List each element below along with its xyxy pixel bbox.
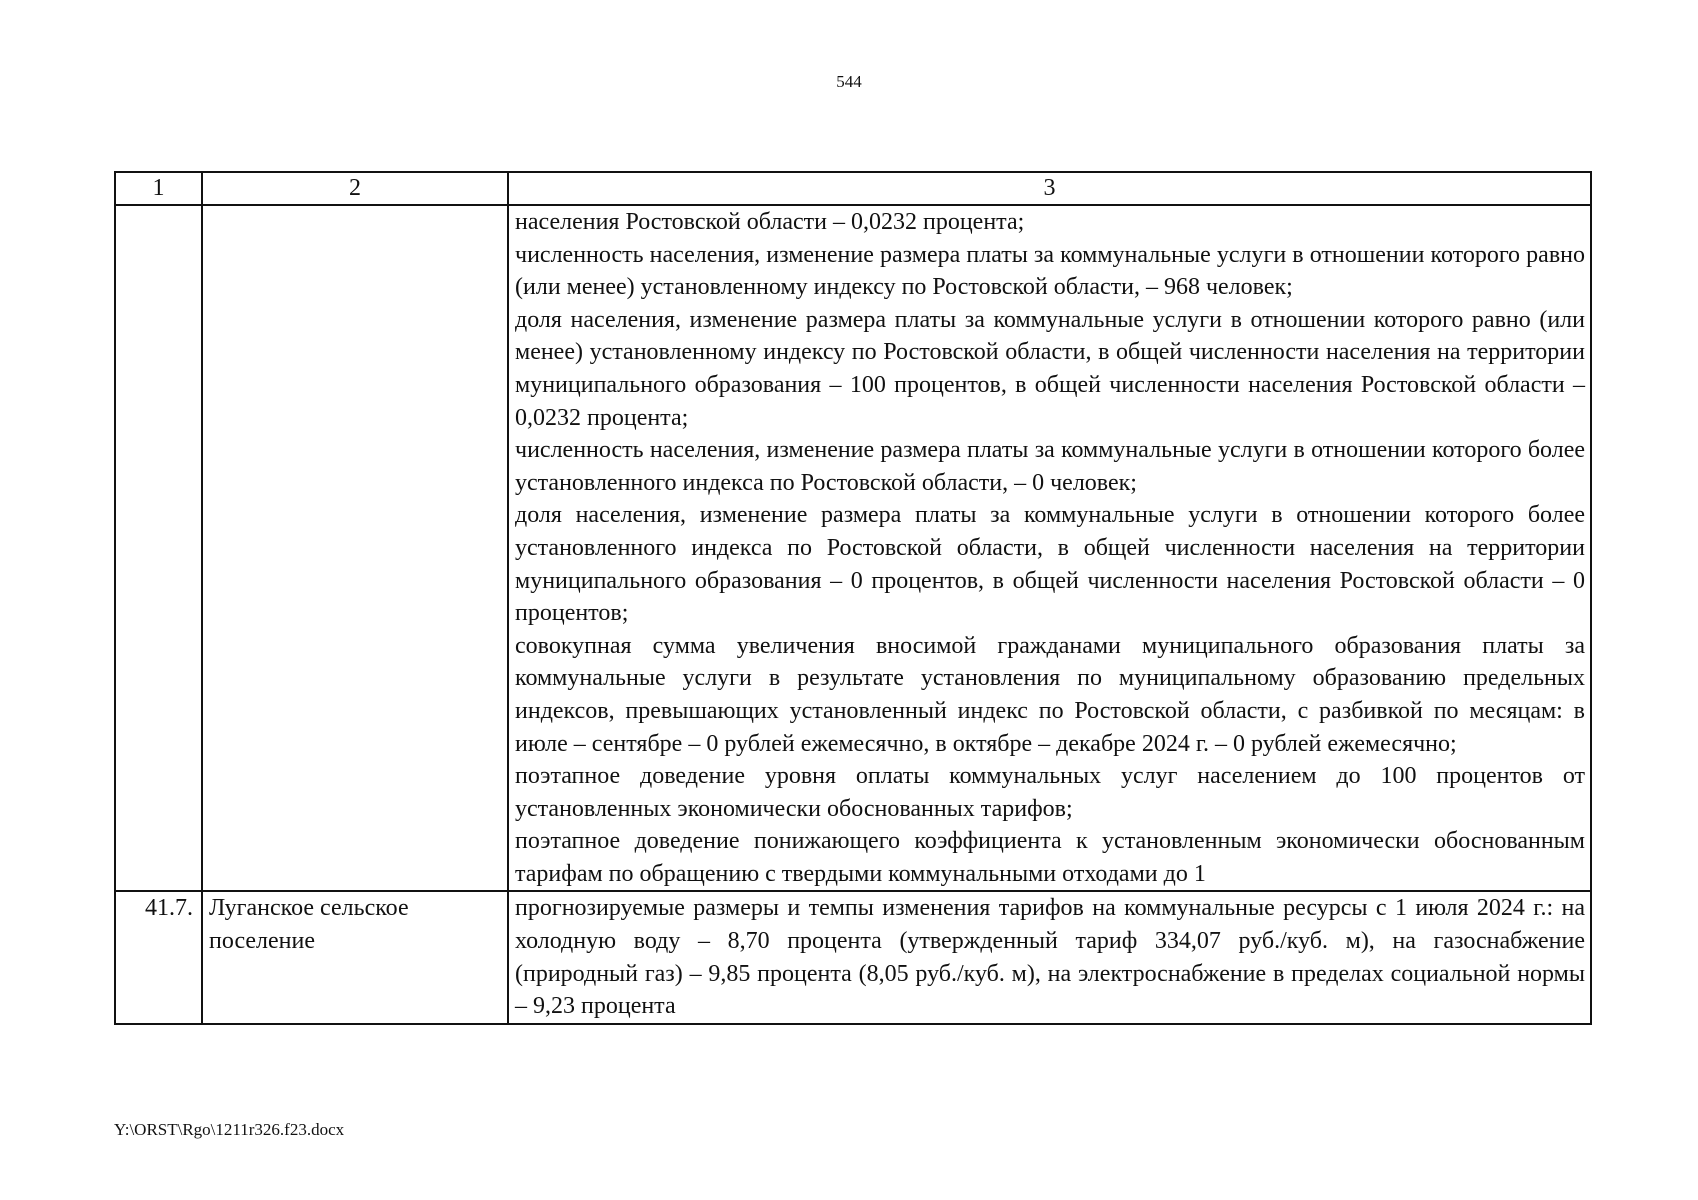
footer-file-path: Y:\ORST\Rgo\1211r326.f23.docx: [114, 1120, 345, 1139]
column-header-3: 3: [508, 172, 1591, 205]
table-header-row: [115, 172, 1591, 205]
paragraph: доля населения, изменение размера платы за коммунальные услуги в отношении которого равно (или менее) установленному индексу по Ростовской области, в общей численности населения на территории муниципального образования – 100 процентов, в общей численности населения Ростовской области – 0,0232 процента;: [515, 306, 1585, 431]
paragraph: совокупная сумма увеличения вносимой гражданами муниципального образования платы за коммунальные услуги в результате установления по муниципальному образованию предельных индексов, превышающих установленный индекс по Ростовской области, с разбивкой по месяцам: в июле – сентябре – 0 рублей ежемесячно, в октябре – декабре 2024 г. – 0 рублей ежемесячно;: [515, 632, 1585, 757]
paragraph: населения Ростовской области – 0,0232 процента;: [515, 209, 1025, 235]
table-row-41-7: [115, 891, 1591, 1023]
paragraph: численность населения, изменение размера платы за коммунальные услуги в отношении которого более установленного индекса по Ростовской области, – 0 человек;: [515, 437, 1585, 496]
row-text-cell: [508, 891, 1591, 1023]
paragraph: поэтапное доведение понижающего коэффициента к установленным экономически обоснованным тарифам по обращению с твердыми коммунальными отходами до 1: [515, 828, 1585, 887]
paragraph: доля населения, изменение размера платы за коммунальные услуги в отношении которого более установленного индекса по Ростовской области, в общей численности населения на территории муниципального образования – 0 процентов, в общей численности населения Ростовской области – 0 процентов;: [515, 502, 1585, 627]
row-text-cell: [508, 205, 1591, 891]
page-number: 544: [836, 72, 862, 91]
paragraph: численность населения, изменение размера платы за коммунальные услуги в отношении которого равно (или менее) установленному индексу по Ростовской области, – 968 человек;: [515, 241, 1585, 301]
row-name-cell: [202, 205, 508, 891]
row-number-cell: 41.7.: [115, 891, 202, 1023]
row-number-cell: [115, 205, 202, 891]
column-header-2: 2: [202, 172, 508, 205]
table-row-continued: [115, 205, 1591, 891]
paragraph: прогнозируемые размеры и темпы изменения тарифов на коммунальные ресурсы с 1 июля 2024 г.: на холодную воду – 8,70 процента (утвержденный тариф 334,07 руб./куб. м), на газоснабжение (природный газ) – 9,85 процента (8,05 руб./куб. м), на электроснабжение в пределах социальной нормы – 9,23 процента: [515, 895, 1585, 1020]
paragraph: поэтапное доведение уровня оплаты коммунальных услуг населением до 100 процентов от установленных экономически обоснованных тарифов;: [515, 763, 1585, 822]
column-header-1: 1: [115, 172, 202, 205]
row-name-cell: Луганское сельское поселение: [202, 891, 508, 1023]
document-table: [114, 171, 1592, 1025]
